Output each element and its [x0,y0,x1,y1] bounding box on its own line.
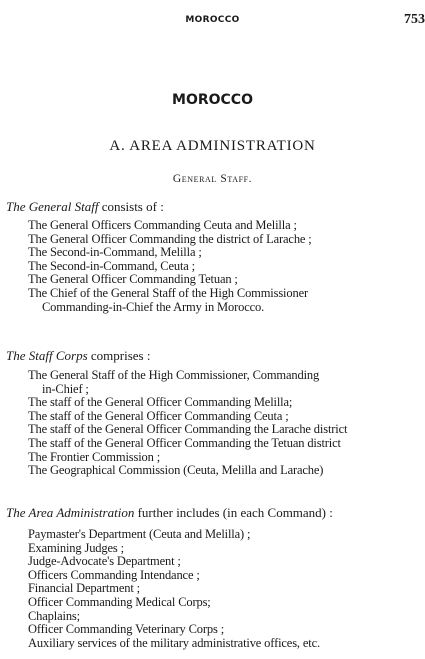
list-item: The Second-in-Command, Ceuta ; [28,258,195,273]
list-item-continuation: in-Chief ; [42,381,89,396]
staff-corps-lead [6,348,150,364]
lead-text: further includes (in each Command) : [134,505,333,520]
subsection-heading: General Staff. [172,173,253,185]
list-item: Auxiliary services of the military administrative offices, etc. [28,635,320,650]
list-item: The General Officer Commanding the district of Larache ; [28,231,312,246]
list-item: Paymaster's Department (Ceuta and Melilla) ; [28,527,251,541]
list-item: Chaplains; [28,608,80,623]
page-number: 753 [404,12,425,27]
page-title: MOROCCO [172,92,253,108]
list-item: Financial Department ; [28,581,140,596]
list-item: Judge-Advocate's Department ; [28,554,181,569]
list-item: The General Staff of the High Commissioner, Commanding [28,368,320,382]
lead-italic: The Area Administration [6,505,135,520]
general-staff-list [0,219,312,314]
lead-text: comprises : [87,348,151,363]
list-item: Officers Commanding Intendance ; [28,567,200,582]
list-item: The General Officers Commanding Ceuta and Melilla ; [28,218,297,232]
staff-corps-list [0,369,347,478]
list-item: The Frontier Commission ; [28,449,161,464]
list-item: The staff of the General Officer Commanding the Larache district [28,422,348,437]
running-header: MOROCCO [185,15,240,25]
list-item: The Chief of the General Staff of the High Commissioner [28,285,308,300]
area-admin-lead [6,505,333,521]
list-item: Officer Commanding Medical Corps; [28,594,211,609]
section-heading: A. AREA ADMINISTRATION [109,138,316,154]
lead-italic: The Staff Corps [6,348,88,363]
area-admin-list [0,528,320,650]
list-item: The staff of the General Officer Commanding the Tetuan district [28,435,341,450]
list-item: The Second-in-Command, Melilla ; [28,245,202,260]
lead-text: consists of : [98,199,164,214]
list-item: The Geographical Commission (Ceuta, Melilla and Larache) [28,463,324,478]
list-item: The staff of the General Officer Commanding Ceuta ; [28,408,289,423]
list-item: Examining Judges ; [28,540,124,555]
general-staff-lead [6,199,164,215]
list-item: The General Officer Commanding Tetuan ; [28,272,238,287]
lead-italic: The General Staff [6,199,99,214]
list-item-continuation: Commanding-in-Chief the Army in Morocco. [42,299,265,314]
list-item: Officer Commanding Veterinary Corps ; [28,622,225,637]
list-item: The staff of the General Officer Commanding Melilla; [28,395,293,410]
